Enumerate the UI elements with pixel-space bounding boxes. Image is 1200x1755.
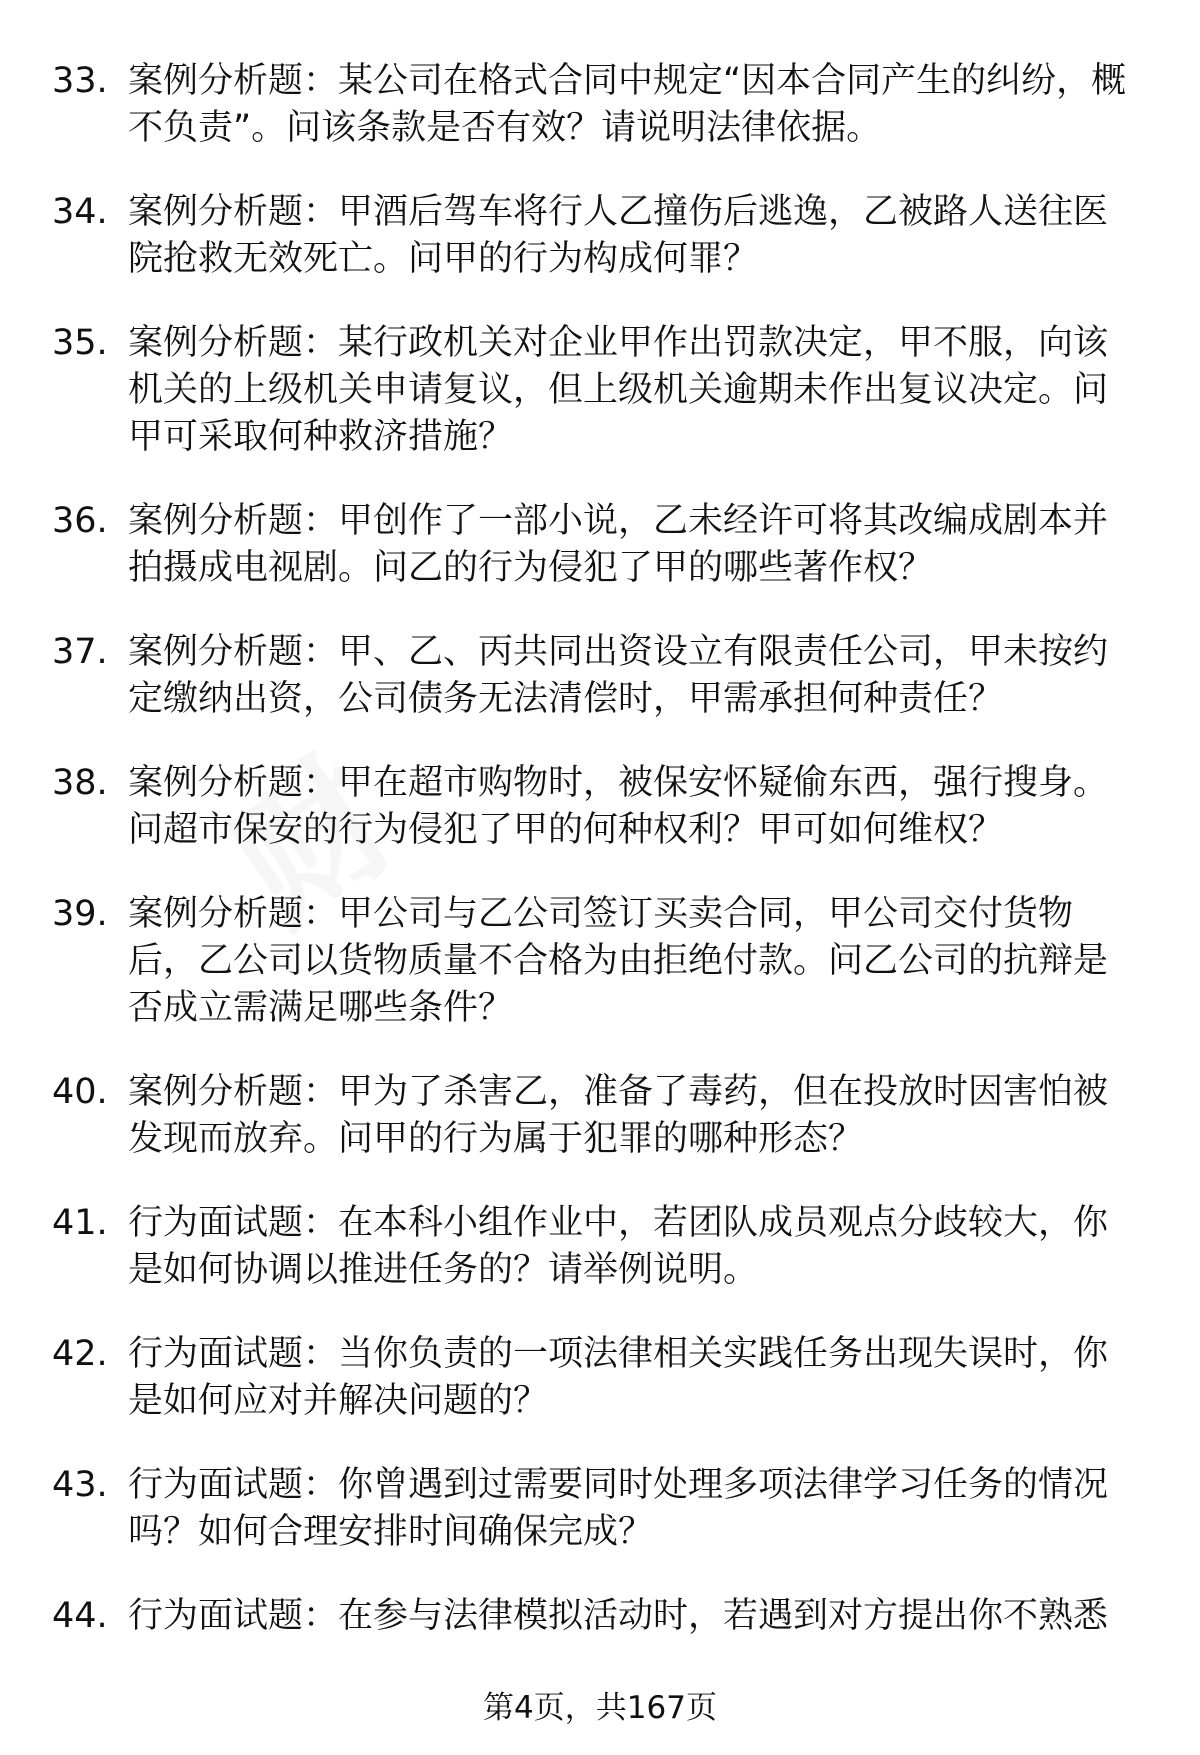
question-number: 41. [52, 1203, 108, 1243]
question-number: 38. [52, 763, 108, 803]
question-number: 44. [52, 1596, 108, 1636]
question-item [0, 1593, 1200, 1640]
question-text: 案例分析题：甲公司与乙公司签订买卖合同，甲公司交付货物后，乙公司以货物质量不合格为由拒绝付款。问乙公司的抗辩是否成立需满足哪些条件？ [128, 894, 1109, 1028]
question-text: 案例分析题：甲为了杀害乙，准备了毒药，但在投放时因害怕被发现而放弃。问甲的行为属于犯罪的哪种形态？ [128, 1072, 1109, 1159]
question-text: 行为面试题：在参与法律模拟活动时，若遇到对方提出你不熟悉 [128, 1596, 1109, 1636]
question-text: 行为面试题：你曾遇到过需要同时处理多项法律学习任务的情况吗？如何合理安排时间确保完成？ [128, 1465, 1109, 1552]
question-text: 案例分析题：甲、乙、丙共同出资设立有限责任公司，甲未按约定缴纳出资，公司债务无法清偿时，甲需承担何种责任？ [128, 632, 1109, 719]
page-number-footer: 第4页，共167页 [483, 1690, 717, 1726]
question-text: 案例分析题：甲酒后驾车将行人乙撞伤后逃逸，乙被路人送往医院抢救无效死亡。问甲的行为构成何罪？ [128, 192, 1109, 279]
question-text: 行为面试题：在本科小组作业中，若团队成员观点分歧较大，你是如何协调以推进任务的？请举例说明。 [128, 1203, 1109, 1290]
question-text: 案例分析题：甲在超市购物时，被保安怀疑偷东西，强行搜身。问超市保安的行为侵犯了甲的何种权利？甲可如何维权？ [128, 763, 1109, 850]
question-item [0, 1200, 1200, 1294]
question-number: 33. [52, 61, 108, 101]
question-item [0, 760, 1200, 854]
question-item [0, 58, 1200, 152]
question-item [0, 498, 1200, 592]
question-number: 34. [52, 192, 108, 232]
question-number: 35. [52, 323, 108, 363]
question-text: 案例分析题：某行政机关对企业甲作出罚款决定，甲不服，向该机关的上级机关申请复议，但上级机关逾期未作出复议决定。问甲可采取何种救济措施？ [128, 323, 1109, 457]
question-item [0, 189, 1200, 283]
question-number: 37. [52, 632, 108, 672]
question-number: 42. [52, 1334, 108, 1374]
question-text: 案例分析题：甲创作了一部小说，乙未经许可将其改编成剧本并拍摄成电视剧。问乙的行为侵犯了甲的哪些著作权？ [128, 501, 1109, 588]
question-number: 39. [52, 894, 108, 934]
question-list [0, 58, 1200, 1677]
question-item [0, 1462, 1200, 1556]
question-item [0, 1069, 1200, 1163]
question-number: 40. [52, 1072, 108, 1112]
question-item [0, 891, 1200, 1032]
question-number: 36. [52, 501, 108, 541]
question-text: 案例分析题：某公司在格式合同中规定“因本合同产生的纠纷，概不负责”。问该条款是否有效？请说明法律依据。 [128, 61, 1127, 148]
question-text: 行为面试题：当你负责的一项法律相关实践任务出现失误时，你是如何应对并解决问题的？ [128, 1334, 1109, 1421]
question-item [0, 629, 1200, 723]
question-item [0, 320, 1200, 461]
question-item [0, 1331, 1200, 1425]
question-number: 43. [52, 1465, 108, 1505]
